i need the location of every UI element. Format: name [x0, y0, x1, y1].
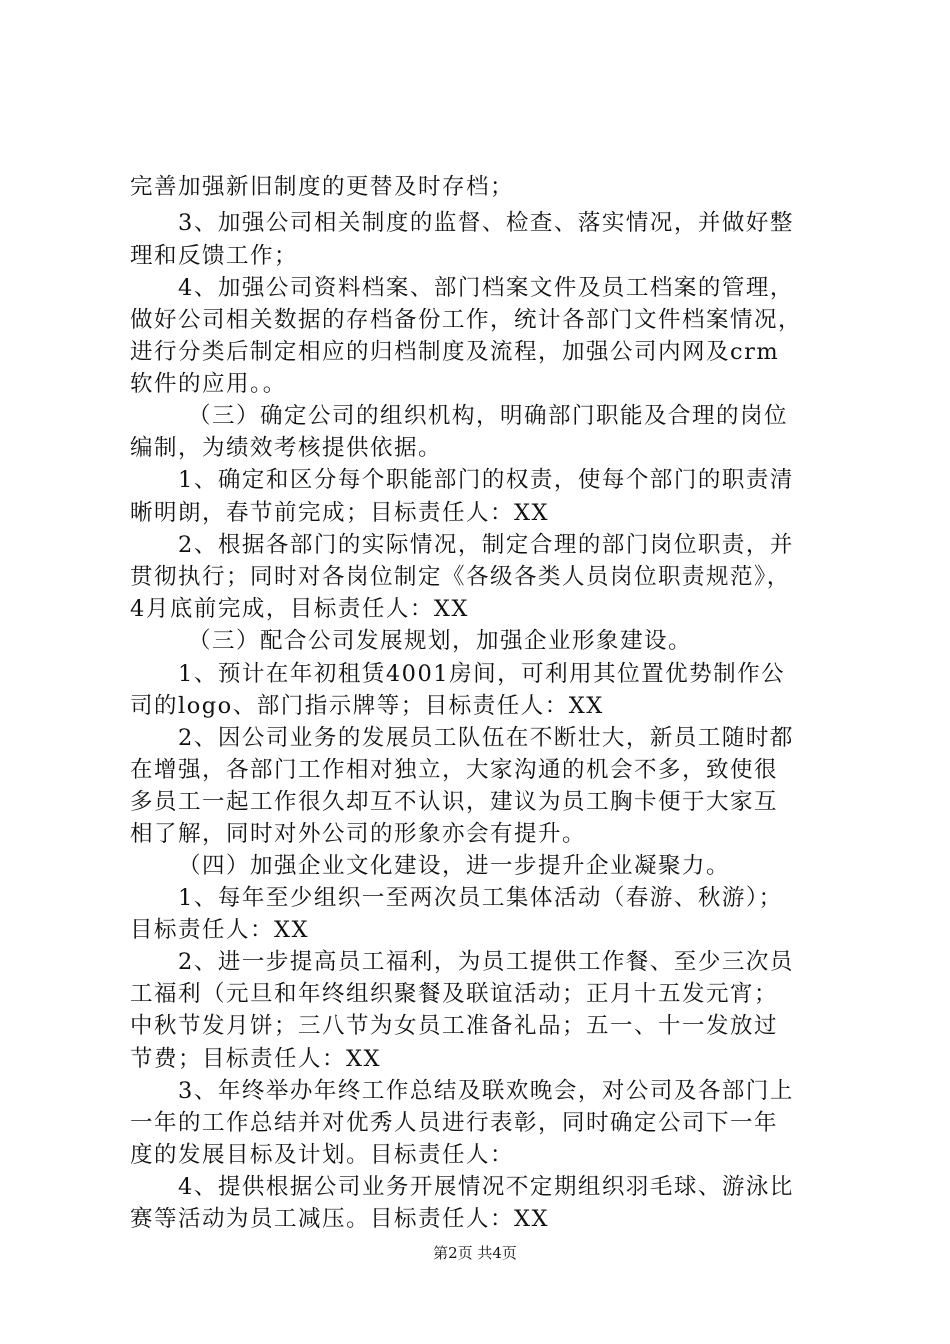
text-line: 软件的应用。。: [130, 371, 287, 397]
text-line: 1、预计在年初租赁4001房间，可利用其位置优势制作公: [178, 661, 786, 687]
text-line: 相了解，同时对外公司的形象亦会有提升。: [130, 821, 587, 847]
section-heading: （三）配合公司发展规划，加强企业形象建设。: [188, 628, 693, 654]
text-line: 在增强，各部门工作相对独立，大家沟通的机会不多，致使很: [130, 757, 779, 783]
text-line: 司的logo、部门指示牌等；目标责任人：XX: [130, 693, 604, 719]
text-line: 3、年终举办年终工作总结及联欢晚会，对公司及各部门上: [178, 1078, 794, 1104]
text-line: 贯彻执行；同时对各岗位制定《各级各类人员岗位职责规范》，: [130, 564, 791, 590]
text-line: 节费；目标责任人：XX: [130, 1046, 382, 1072]
text-line: 4、加强公司资料档案、部门档案文件及员工档案的管理，: [178, 275, 794, 301]
section-heading: （四）加强企业文化建设，进一步提升企业凝聚力。: [178, 853, 731, 879]
text-line: 目标责任人：XX: [130, 917, 310, 943]
text-line: 赛等活动为员工减压。目标责任人：XX: [130, 1206, 550, 1232]
text-line: 理和反馈工作；: [130, 243, 299, 269]
section-heading: （三）确定公司的组织机构，明确部门职能及合理的岗位: [188, 403, 789, 429]
text-line: 中秋节发月饼；三八节为女员工准备礼品；五一、十一发放过: [130, 1013, 779, 1039]
text-line: 1、每年至少组织一至两次员工集体活动（春游、秋游）；: [178, 885, 783, 911]
text-line: 度的发展目标及计划。目标责任人：: [130, 1142, 515, 1168]
text-line: 晰明朗，春节前完成；目标责任人：XX: [130, 500, 550, 526]
text-line: 编制，为绩效考核提供依据。: [130, 435, 443, 461]
text-line: 一年的工作总结并对优秀人员进行表彰，同时确定公司下一年: [130, 1110, 779, 1136]
text-line: 4、提供根据公司业务开展情况不定期组织羽毛球、游泳比: [178, 1174, 794, 1200]
text-line: 完善加强新旧制度的更替及时存档；: [130, 174, 515, 200]
text-line: 工福利（元旦和年终组织聚餐及联谊活动；正月十五发元宵；: [130, 981, 779, 1007]
text-line: 多员工一起工作很久却互不认识，建议为员工胸卡便于大家互: [130, 789, 779, 815]
text-line: 4月底前完成，目标责任人：XX: [130, 596, 469, 622]
text-line: 2、根据各部门的实际情况，制定合理的部门岗位职责，并: [178, 532, 794, 558]
page-number-footer: 第2页 共4页: [433, 1244, 517, 1262]
text-line: 2、因公司业务的发展员工队伍在不断壮大，新员工随时都: [178, 725, 794, 751]
text-line: 进行分类后制定相应的归档制度及流程，加强公司内网及crm: [130, 339, 780, 365]
text-line: 2、进一步提高员工福利，为员工提供工作餐、至少三次员: [178, 949, 794, 975]
text-line: 做好公司相关数据的存档备份工作，统计各部门文件档案情况，: [130, 307, 803, 333]
text-line: 3、加强公司相关制度的监督、检查、落实情况，并做好整: [178, 210, 794, 236]
text-line: 1、确定和区分每个职能部门的权责，使每个部门的职责清: [178, 467, 794, 493]
